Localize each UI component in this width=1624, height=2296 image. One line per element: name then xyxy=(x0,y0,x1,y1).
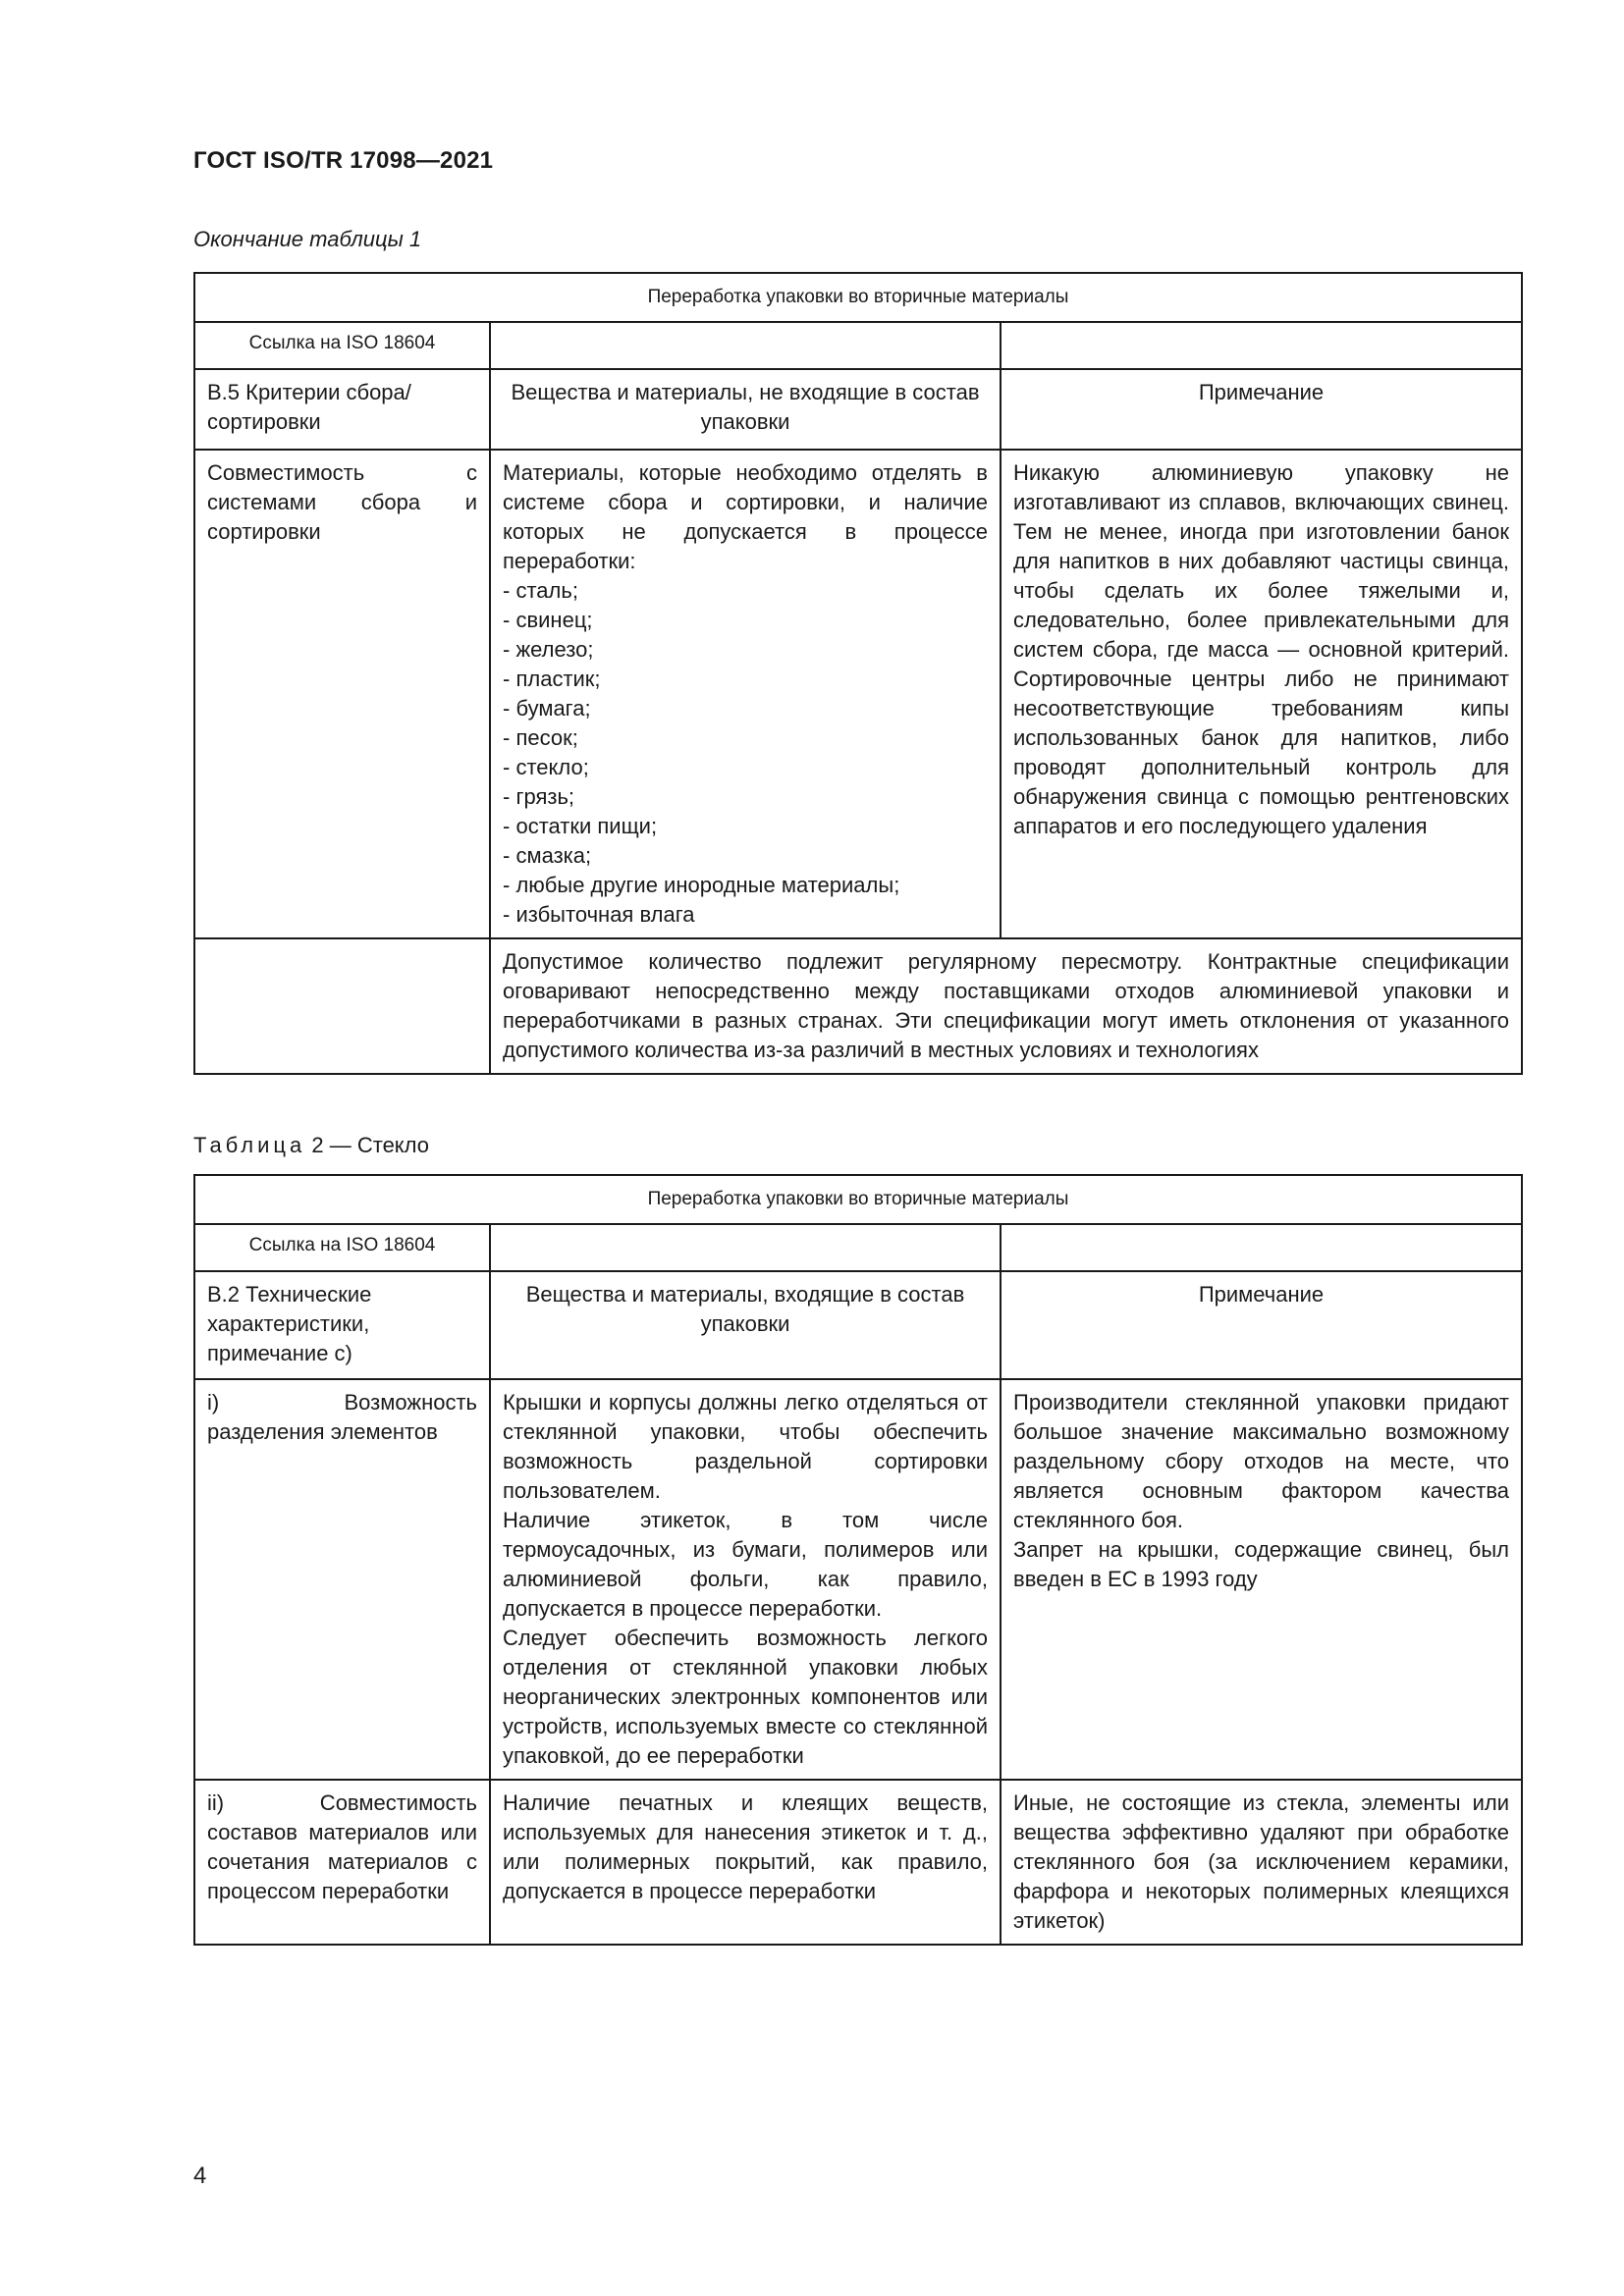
table-2-row1-note-paragraph: Производители стеклянной упаковки придают большое значение максимально возможному раздельному сбору отходов на месте, что является основным фактором качества стеклянного боя. xyxy=(1013,1390,1510,1532)
table-2-ref-label: Ссылка на ISO 18604 xyxy=(194,1224,490,1271)
list-item: - песок; xyxy=(503,723,988,753)
table-2-ref-empty-cell xyxy=(1001,1224,1522,1271)
table-1-ref-empty-cell xyxy=(1001,322,1522,369)
table-2-row1-note xyxy=(1001,1379,1522,1780)
table-2-caption-title: 2 — Стекло xyxy=(311,1133,429,1157)
list-item: - грязь; xyxy=(503,782,988,812)
list-item: - пластик; xyxy=(503,665,988,694)
table-2-row2-substances: Наличие печатных и клеящих веществ, используемых для нанесения этикеток и т. д., или полимерных покрытий, как правило, допускается в процессе переработки xyxy=(490,1780,1001,1945)
table-2-ref-empty-cell xyxy=(490,1224,1001,1271)
list-item: - стекло; xyxy=(503,753,988,782)
table-1-row1-intro: Материалы, которые необходимо отделять в системе сбора и сортировки, и наличие которых не допускается в процессе переработки: xyxy=(503,460,988,573)
table-1 xyxy=(193,272,1523,1075)
page-number: 4 xyxy=(193,2163,207,2189)
table-2-row1-criterion: i) Возможность разделения элементов xyxy=(194,1379,490,1780)
table-1-row1-note: Никакую алюминиевую упаковку не изготавливают из сплавов, включающих свинец. Тем не менее, иногда при изготовлении банок для напитков в них добавляют частицы свинца, чтобы сделать их более тяжелыми и, следовательно, более привлекательными для систем сбора, где масса — основной критерий. Сортировочные центры либо не принимают несоответствующие требованиям кипы использованных банок для напитков, либо проводят дополнительный контроль для обнаружения свинца с помощью рентгеновских аппаратов и его последующего удаления xyxy=(1001,450,1522,938)
table-2-col-header-substances: Вещества и материалы, входящие в состав упаковки xyxy=(490,1271,1001,1379)
table-1-row1-criterion: Совместимость с системами сбора и сортировки xyxy=(194,450,490,938)
table-2-row1-paragraph: Наличие этикеток, в том числе термоусадочных, из бумаги, полимеров или алюминиевой фольги, как правило, допускается в процессе переработки. xyxy=(503,1508,988,1621)
document-id: ГОСТ ISO/TR 17098—2021 xyxy=(193,147,494,174)
table-1-row2-text: Допустимое количество подлежит регулярному пересмотру. Контрактные спецификации оговаривают непосредственно между поставщиками отходов алюминиевой упаковки и переработчиками в разных странах. Эти спецификации могут иметь отклонения от указанного допустимого количества из-за различий в местных условиях и технологиях xyxy=(490,938,1522,1074)
table-1-col-header-note: Примечание xyxy=(1001,369,1522,450)
table-2-row1-note-paragraph: Запрет на крышки, содержащие свинец, был введен в ЕС в 1993 году xyxy=(1013,1537,1510,1591)
table-continuation-label: Окончание таблицы 1 xyxy=(193,227,422,251)
table-2-col-header-characteristics: В.2 Технические характеристики, примечание с) xyxy=(194,1271,490,1379)
list-item: - свинец; xyxy=(503,606,988,635)
list-item: - железо; xyxy=(503,635,988,665)
list-item: - бумага; xyxy=(503,694,988,723)
table-1-col-header-criteria: В.5 Критерии сбора/ сортировки xyxy=(194,369,490,450)
table-2-row2-criterion: ii) Совместимость составов материалов или сочетания материалов с процессом переработки xyxy=(194,1780,490,1945)
list-item: - избыточная влага xyxy=(503,900,988,930)
table-2 xyxy=(193,1174,1523,1946)
table-2-caption xyxy=(193,1133,429,1158)
table-1-ref-empty-cell xyxy=(490,322,1001,369)
table-2-row1-paragraph: Следует обеспечить возможность легкого отделения от стеклянной упаковки любых неорганических электронных компонентов или устройств, используемых вместе со стеклянной упаковкой, до ее переработки xyxy=(503,1626,988,1768)
table-1-row1-substances xyxy=(490,450,1001,938)
list-item: - сталь; xyxy=(503,576,988,606)
excluded-materials-list xyxy=(503,576,988,930)
table-1-row2-empty-cell xyxy=(194,938,490,1074)
table-2-row1-paragraph: Крышки и корпусы должны легко отделяться от стеклянной упаковки, чтобы обеспечить возможность раздельной сортировки пользователем. xyxy=(503,1390,988,1503)
list-item: - остатки пищи; xyxy=(503,812,988,841)
table-2-title: Переработка упаковки во вторичные материалы xyxy=(194,1175,1522,1224)
table-2-col-header-note: Примечание xyxy=(1001,1271,1522,1379)
table-2-caption-label: Таблица xyxy=(193,1133,306,1157)
table-1-col-header-substances: Вещества и материалы, не входящие в состав упаковки xyxy=(490,369,1001,450)
list-item: - любые другие инородные материалы; xyxy=(503,871,988,900)
list-item: - смазка; xyxy=(503,841,988,871)
table-1-title: Переработка упаковки во вторичные материалы xyxy=(194,273,1522,322)
table-2-row2-note: Иные, не состоящие из стекла, элементы или вещества эффективно удаляют при обработке стеклянного боя (за исключением керамики, фарфора и некоторых полимерных клеящихся этикеток) xyxy=(1001,1780,1522,1945)
table-1-ref-label: Ссылка на ISO 18604 xyxy=(194,322,490,369)
table-2-row1-substances xyxy=(490,1379,1001,1780)
